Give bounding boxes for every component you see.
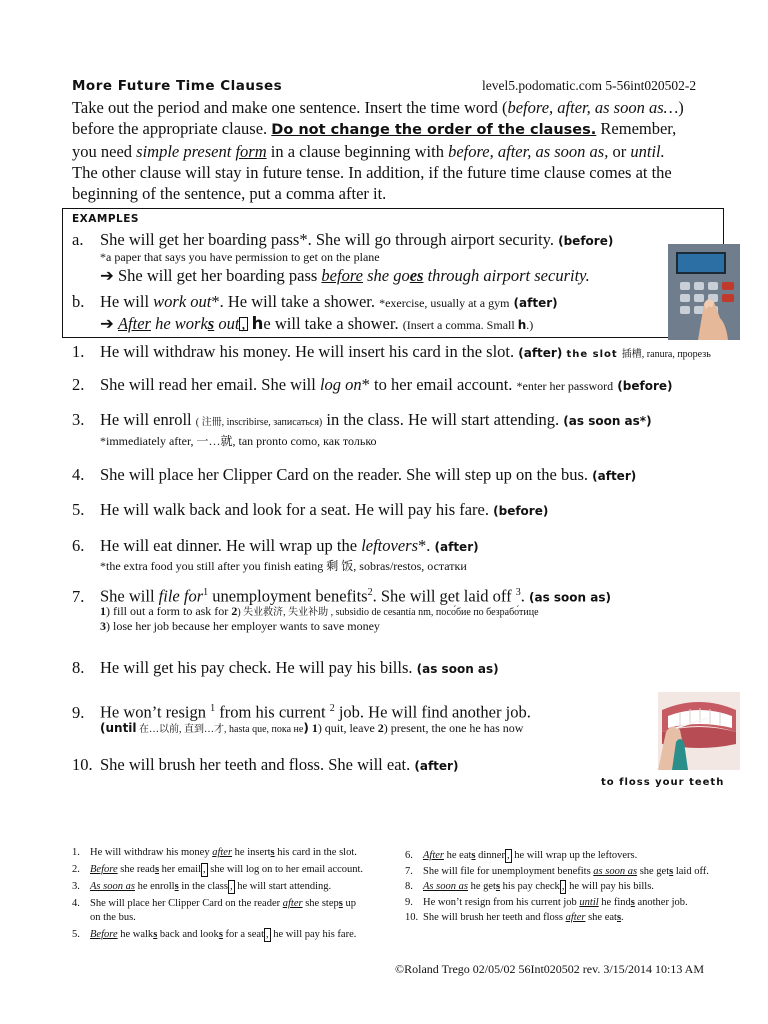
item-number: 2. [72, 375, 85, 394]
item-number: 3. [72, 410, 85, 429]
intro-text: Take out the period and make one sentence. Insert the time word ( [72, 98, 508, 117]
answer-ending: s [471, 850, 476, 861]
intro-italic: until. [630, 142, 665, 161]
vocab-gloss: 在…以前, 直到…才, hasta que, пока не [136, 724, 304, 735]
item-text: She will [100, 586, 159, 606]
floss-caption: to floss your teeth [601, 777, 725, 788]
exercise-item-8 [72, 657, 499, 680]
intro-italic: simple present [136, 142, 232, 161]
answer-ending: s [616, 912, 622, 923]
item-number: 4. [72, 465, 85, 484]
answer-text: . [621, 912, 624, 923]
footnote-number: 2 [231, 604, 238, 618]
answer-text: he find [598, 896, 631, 908]
answer-time-word: After [423, 850, 444, 861]
answer-text: out [214, 314, 240, 333]
footer-copyright: ©Roland Trego 02/05/02 56Int020502 rev. 3/15/2014 10:13 AM [395, 962, 705, 976]
footnote-number: 3 [100, 619, 106, 633]
answer-text: in the class [178, 881, 228, 892]
item-text: He will get his pay check. He will pay his bills. [100, 658, 413, 677]
footnote-text: ) quit, leave [317, 721, 378, 735]
intro-italic: before, after, as soon as… [507, 98, 679, 117]
answer-text: he eat [444, 850, 472, 861]
answer-line [405, 879, 654, 894]
answer-ending: s [154, 864, 160, 875]
example-a [72, 229, 613, 252]
vocab-gloss: 插槽, ranura, прорезь [621, 349, 711, 360]
example-a-answer [100, 265, 590, 286]
arrow-icon: ➔ [100, 314, 114, 333]
example-label: a. [72, 230, 84, 249]
answer-text: she will log on to her email account. [207, 864, 364, 875]
intro-text: or [608, 142, 631, 161]
answer-text: she go [362, 266, 410, 285]
example-text: *. He will take a shower. [211, 292, 380, 311]
answer-line [405, 848, 637, 863]
item-text: He will enroll [100, 410, 192, 429]
answer-text: She will place her Clipper Card on the reader [90, 898, 283, 909]
answer-ending: s [270, 847, 275, 858]
item-3-note: *immediately after, 一…就, tan pronto como, как только [100, 434, 377, 448]
time-word-tag: (as soon as*) [563, 414, 652, 428]
exercise-item-4 [72, 464, 636, 487]
footnote-text: ) fill out a form to ask for [106, 604, 232, 618]
intro-text: you need [72, 142, 137, 161]
footnote-mark: 1 [210, 703, 216, 714]
answer-ending: s [669, 865, 674, 877]
answer-ending: es [409, 266, 424, 285]
time-word-tag: (after) [518, 346, 563, 360]
exercise-item-1 [72, 341, 711, 365]
answer-number: 9. [405, 896, 413, 908]
vocab-word: the slot [566, 349, 618, 360]
instructions [72, 97, 732, 204]
intro-text: in a clause beginning with [266, 142, 449, 161]
footnote-mark: 3 [515, 587, 521, 598]
answer-line [405, 895, 688, 910]
item-number: 5. [72, 500, 85, 519]
footnote-mark: 2 [367, 587, 373, 598]
item-text: from his current [215, 702, 330, 722]
item-text: job. He will find another job. [334, 702, 531, 722]
answer-line [72, 862, 363, 877]
answer-text: through airport security. [423, 266, 590, 285]
example-b-answer [100, 313, 533, 336]
item-number: 6. [72, 536, 85, 555]
answer-text: He won’t resign from his current job [423, 896, 580, 908]
source-line: level5.podomatic.com 5-56int020502-2 [482, 78, 697, 93]
answer-text: he insert [232, 847, 271, 858]
answer-number: 7. [405, 865, 413, 877]
answer-text: she read [117, 864, 155, 875]
answer-text: he will pay his bills. [566, 881, 654, 892]
exercise-item-6 [72, 535, 479, 558]
answer-ending: s [218, 929, 223, 940]
comma-marker: , [203, 864, 206, 875]
answer-ending: s [630, 896, 635, 908]
answer-line [72, 896, 356, 911]
item-text: He will eat dinner. He will wrap up the [100, 536, 362, 555]
comma-marker: , [561, 881, 565, 892]
answer-number: 4. [72, 898, 80, 909]
intro-emphasis: Do not change the order of the clauses. [271, 122, 597, 138]
item-6-note: *the extra food you still after you finish eating 剩 饭, sobras/restos, остатки [100, 559, 467, 573]
answer-text: she eat [585, 912, 617, 923]
comma-marker: , [506, 850, 510, 861]
floss-teeth-image [658, 692, 740, 770]
item-italic: file for [158, 586, 204, 606]
intro-text: The other clause will stay in future tense. In addition, if the future time clause comes at the [72, 163, 672, 182]
example-italic: work out [153, 292, 212, 311]
footnote-text: ) present, the one he has now [383, 721, 524, 735]
answer-text: She will file for unemployment benefits [423, 865, 594, 877]
answer-time-word: As soon as [423, 881, 468, 892]
item-italic: log on [319, 375, 362, 394]
time-word-tag: (before) [617, 379, 673, 393]
example-text: She will get her boarding pass*. She will go through airport security. [100, 230, 554, 249]
intro-italic: form [235, 142, 267, 161]
time-word-tag: (after) [414, 759, 459, 773]
exercise-item-10 [72, 754, 458, 777]
exercise-item-2 [72, 374, 673, 397]
answer-number: 1. [72, 847, 80, 858]
answer-text: laid off. [673, 865, 709, 877]
example-label: b. [72, 292, 85, 311]
comma-marker: , [241, 314, 246, 333]
footnote-number: 1 [311, 721, 318, 735]
answer-letter: h [251, 314, 264, 333]
answer-line [72, 879, 331, 894]
examples-box [62, 208, 724, 338]
answer-text: her email [159, 864, 202, 875]
item-7-notes-2 [100, 619, 380, 634]
answer-text: e will take a shower. [263, 314, 403, 333]
time-word-tag: (until [100, 721, 137, 735]
answer-text: she step [302, 898, 339, 909]
answer-text: He will withdraw his money [90, 847, 213, 858]
comma-marker: , [229, 881, 233, 892]
answer-text: his card in the slot. [274, 847, 357, 858]
answer-text: he walk [117, 929, 154, 940]
answer-text: back and look [157, 929, 219, 940]
item-text: unemployment benefits [208, 586, 368, 606]
answer-text: another job. [634, 896, 688, 908]
item-text: She will place her Clipper Card on the reader. She will step up on the bus. [100, 465, 589, 484]
intro-italic: before, after, as soon as, [448, 142, 609, 161]
answer-ending: s [338, 898, 343, 909]
time-word-tag: (before) [558, 234, 614, 248]
answer-text: he work [150, 314, 208, 333]
answer-time-word: after [212, 847, 233, 858]
answer-ending: s [174, 881, 179, 892]
item-7-notes-1 [100, 603, 539, 619]
answer-text: his pay check [500, 881, 560, 892]
exercise-item-5 [72, 499, 548, 522]
time-word-tag: (before) [493, 504, 549, 518]
answer-time-word: as soon as [593, 865, 638, 877]
item-note: *enter her password [516, 379, 614, 393]
footnote-text: ) lose her job because her employer wants to save money [106, 619, 380, 633]
time-word-tag: (after) [592, 469, 637, 483]
page-title: More Future Time Clauses [72, 78, 283, 94]
answer-time-word: after [282, 898, 303, 909]
answer-text: up [342, 898, 356, 909]
item-number: 1. [72, 342, 85, 361]
time-word-tag: (after) [513, 296, 558, 310]
item-text: She will read her email. She will [100, 375, 320, 394]
footnote-mark: 2 [329, 703, 335, 714]
item-text: *. [418, 536, 431, 555]
example-text: He will [100, 292, 154, 311]
answer-time-word: Before [90, 929, 118, 940]
example-a-note: *a paper that says you have permission to get on the plane [100, 250, 380, 264]
answer-ending: s [207, 314, 215, 333]
atm-keypad-image [668, 244, 740, 340]
item-text: * to her email account. [361, 375, 513, 394]
answer-text: he will pay his fare. [270, 929, 357, 940]
intro-text: ) [678, 98, 684, 117]
answer-text: he enroll [134, 881, 175, 892]
time-word-tag: ) [303, 721, 309, 735]
footnote-number: 2 [377, 721, 384, 735]
arrow-icon: ➔ [100, 266, 114, 285]
time-word-tag: (as soon as) [529, 590, 611, 605]
answer-ending: s [495, 881, 501, 892]
answer-number: 6. [405, 850, 413, 861]
answer-time-word: after [565, 912, 586, 923]
item-9-notes [100, 720, 523, 736]
answer-line [72, 927, 356, 942]
answer-time-word: As soon as [90, 881, 135, 892]
intro-text: before the appropriate clause. [72, 119, 272, 138]
time-word-tag: (after) [434, 540, 479, 554]
item-text: He will withdraw his money. He will insert his card in the slot. [100, 342, 515, 361]
answer-text: She will brush her teeth and floss [423, 912, 566, 923]
answer-text: She will get her boarding pass [113, 266, 322, 285]
answer-number: 3. [72, 881, 80, 892]
answer-line [405, 910, 624, 925]
exercise-item-3 [72, 409, 652, 433]
answer-ending: s [153, 929, 158, 940]
item-number: 10. [72, 755, 93, 774]
intro-text: beginning of the sentence, put a comma after it. [72, 184, 387, 203]
item-number: 9. [72, 702, 85, 722]
answer-time-word: Before [90, 864, 118, 875]
example-note: *exercise, usually at a gym [379, 296, 510, 310]
answer-number: 10. [405, 912, 419, 923]
answer-line [405, 864, 709, 879]
footnote-number: 1 [100, 604, 106, 618]
item-text: He will walk back and look for a seat. He will pay his fare. [100, 500, 489, 519]
item-text: She will brush her teeth and floss. She will eat. [100, 755, 411, 774]
answer-line [72, 845, 357, 860]
answer-note: (Insert a comma. Small [402, 318, 518, 332]
answer-time-word: before [321, 266, 363, 285]
examples-heading: EXAMPLES [72, 213, 139, 225]
answer-text: for a seat [222, 929, 265, 940]
item-text: . She will get laid off [372, 586, 516, 606]
answer-number: 2. [72, 864, 80, 875]
item-text: . [520, 586, 525, 606]
answer-continuation: on the bus. [90, 912, 136, 923]
item-text: He won’t resign [100, 702, 211, 722]
answer-text: he will start attending. [234, 881, 332, 892]
item-text: in the class. He will start attending. [322, 410, 560, 429]
comma-marker: , [266, 929, 269, 940]
footnote-mark: 1 [203, 587, 209, 598]
intro-text: Remember, [596, 119, 677, 138]
item-number: 7. [72, 586, 85, 606]
answer-text: he get [467, 881, 496, 892]
item-number: 8. [72, 658, 85, 677]
answer-letter: h [517, 318, 527, 332]
exercise-item-9 [72, 698, 531, 723]
answer-text: she get [637, 865, 670, 877]
answer-number: 5. [72, 929, 80, 940]
answer-time-word: After [117, 314, 151, 333]
answer-time-word: until [579, 896, 599, 908]
answer-number: 8. [405, 881, 413, 892]
answer-text: he will wrap up the leftovers. [511, 850, 638, 861]
answer-text: dinner [475, 850, 505, 861]
answer-note: .) [526, 318, 534, 332]
item-italic: leftovers [361, 536, 419, 555]
example-b [72, 291, 558, 314]
vocab-gloss: ( 注冊, inscribirse, записаться) [195, 417, 323, 428]
footnote-text: ) 失业救济, 失业补助 , subsidio de cesantía nm, посо́бие по безрабо́тице [237, 607, 539, 618]
time-word-tag: (as soon as) [416, 662, 499, 676]
